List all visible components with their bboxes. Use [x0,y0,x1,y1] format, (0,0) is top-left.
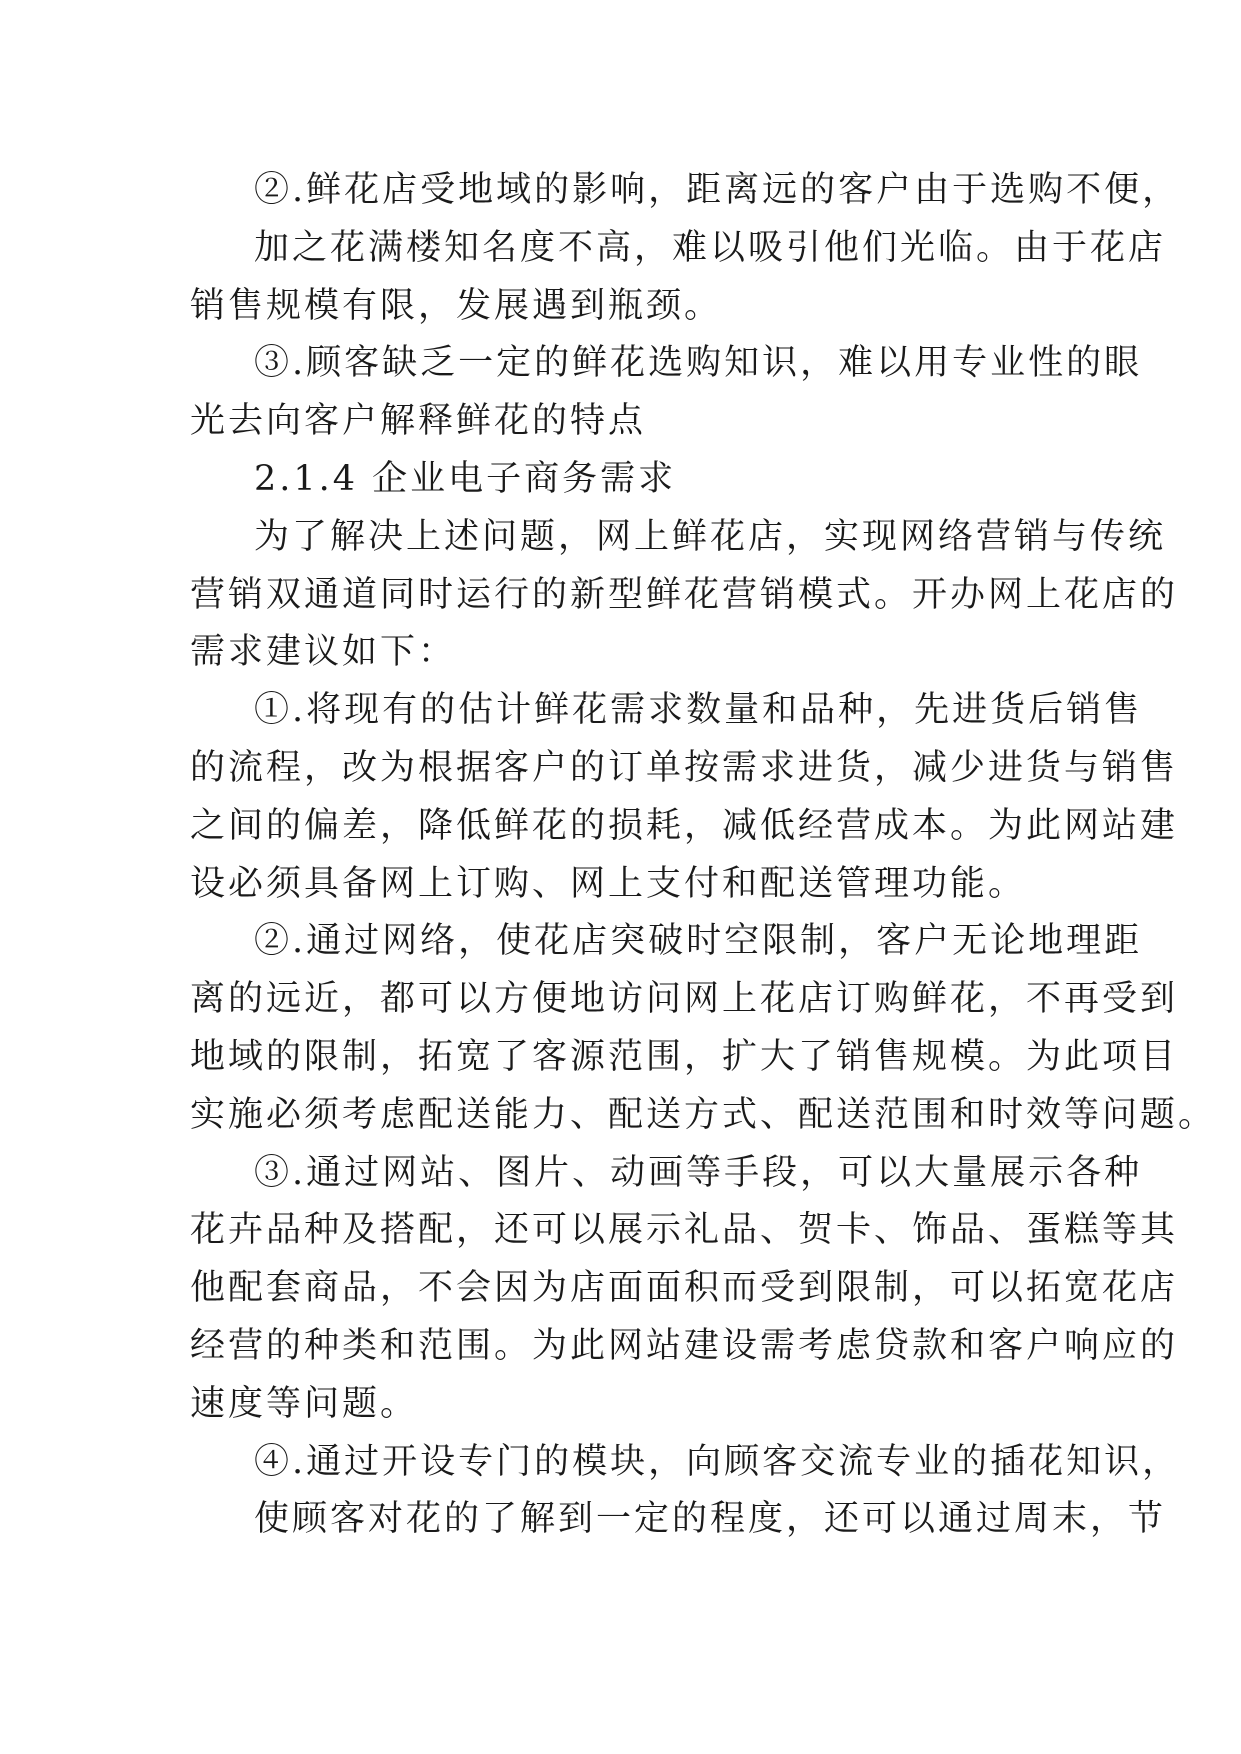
text-line: 销售规模有限，发展遇到瓶颈。 [190,285,723,326]
text-line: ③.顾客缺乏一定的鲜花选购知识，难以用专业性的眼 [254,343,1143,384]
text-line: 的流程，改为根据客户的订单按需求进货，减少进货与销售 [190,747,1179,788]
text-line: 光去向客户解释鲜花的特点 [190,401,647,442]
text-line: 他配套商品，不会因为店面面积而受到限制，可以拓宽花店 [190,1268,1179,1309]
text-line: 为了解决上述问题，网上鲜花店，实现网络营销与传统 [254,516,1167,557]
text-line: ④.通过开设专门的模块，向顾客交流专业的插花知识， [254,1441,1181,1482]
text-line: 营销双通道同时运行的新型鲜花营销模式。开办网上花店的 [190,574,1179,615]
text-line: 花卉品种及搭配，还可以展示礼品、贺卡、饰品、蛋糕等其 [190,1210,1179,1251]
document-body [190,162,1217,1549]
text-line: 实施必须考虑配送能力、配送方式、配送范围和时效等问题。 [190,1094,1217,1135]
text-line: 加之花满楼知名度不高，难以吸引他们光临。由于花店 [254,227,1167,268]
text-line: ②.鲜花店受地域的影响，距离远的客户由于选购不便， [254,170,1181,210]
text-line: ①.将现有的估计鲜花需求数量和品种，先进货后销售 [254,690,1143,731]
text-line: ③.通过网站、图片、动画等手段，可以大量展示各种 [254,1152,1143,1193]
text-line: 设必须具备网上订购、网上支付和配送管理功能。 [190,863,1027,904]
text-line: 之间的偏差，降低鲜花的损耗，减低经营成本。为此网站建 [190,805,1179,846]
text-line: 需求建议如下： [190,632,457,673]
text-line: 离的远近，都可以方便地访问网上花店订购鲜花，不再受到 [190,979,1179,1020]
text-line: 使顾客对花的了解到一定的程度，还可以通过周末，节 [254,1499,1167,1540]
text-line: 经营的种类和范围。为此网站建设需考虑贷款和客户响应的 [190,1325,1179,1366]
section-heading: 2.1.4 企业电子商务需求 [254,458,677,499]
text-line: ②.通过网络，使花店突破时空限制，客户无论地理距 [254,921,1143,962]
text-line: 速度等问题。 [190,1383,419,1424]
text-line: 地域的限制，拓宽了客源范围，扩大了销售规模。为此项目 [190,1036,1179,1077]
